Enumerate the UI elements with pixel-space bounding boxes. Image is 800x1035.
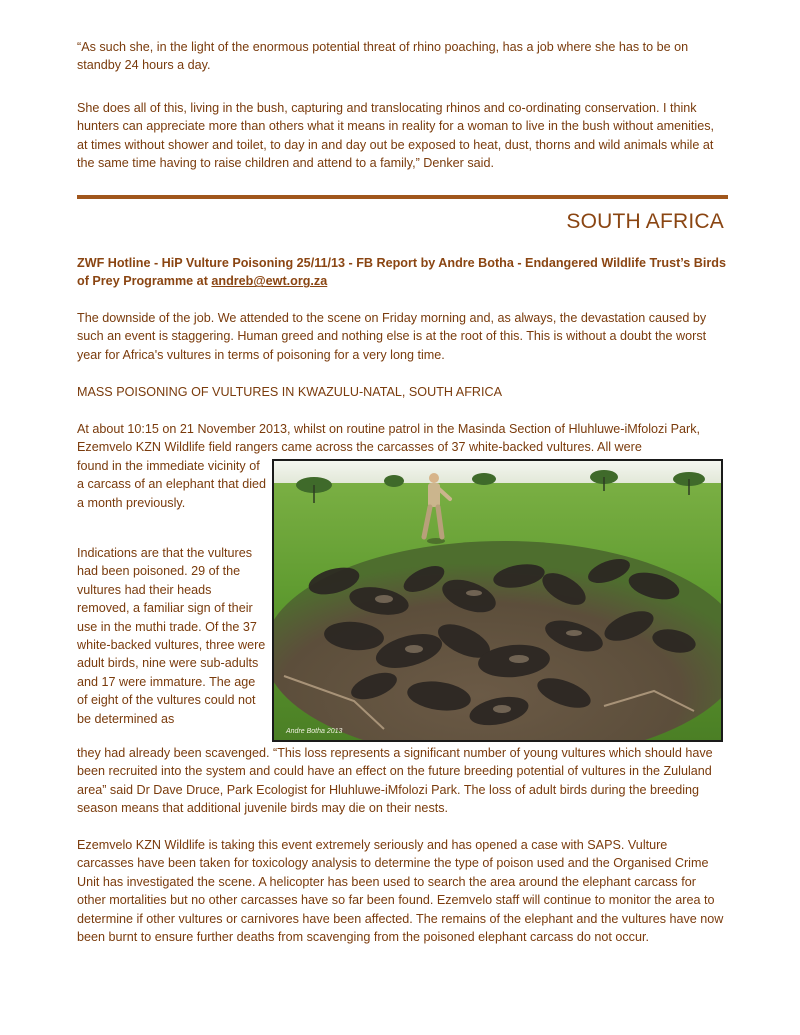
article-headline [77, 254, 727, 291]
quote-paragraph-1: “As such she, in the light of the enormous potential threat of rhino poaching, has a job where she has to be on standby 24 hours a day. [77, 40, 689, 73]
photo-credit: Andre Botha 2013 [286, 728, 343, 735]
photo-illustration [274, 461, 721, 740]
headline-text: ZWF Hotline - HiP Vulture Poisoning 25/11/13 - FB Report by Andre Botha - Endangered Wildlife Trust’s Birds of Prey Programme at [77, 256, 727, 289]
article-subhead: MASS POISONING OF VULTURES IN KWAZULU-NATAL, SOUTH AFRICA [77, 385, 502, 399]
section-title: SOUTH AFRICA [566, 210, 724, 233]
paragraph-1-full: At about 10:15 on 21 November 2013, whilst on routine patrol in the Masinda Section of Hluhluwe-iMfolozi Park, Ezemvelo KZN Wildlife field rangers came across the carcasses of 37 white-backed vultures. All were [77, 422, 701, 455]
paragraph-3: Ezemvelo KZN Wildlife is taking this event extremely seriously and has opened a case with SAPS. Vulture carcasses have been taken for toxicology analysis to determine the type of poison used and the Organised Crime Unit has investigated the scene. A helicopter has been used to search the area around the elephant carcass for other mortalities but no other carcasses have so far been found. Ezemvelo staff will continue to monitor the area to determine if other vultures or carnivores have been affected. The remains of the elephant and the vultures have now been burnt to ensure further deaths from scavenging from the poisoned elephant carcass do not occur. [77, 838, 724, 945]
section-divider [77, 195, 728, 199]
quote-paragraph-2: She does all of this, living in the bush, capturing and translocating rhinos and co-ordinating conservation. I think hunters can appreciate more than others what it means in reality for a woman to live in the bush without amenities, at times without shower and toilet, to day in and day out be exposed to heat, dust, thorns and wild animals while at the same time having to raise children and attend to a family,” Denker said. [77, 101, 715, 171]
vulture-carcasses-photo [272, 459, 723, 742]
intro-paragraph: The downside of the job. We attended to the scene on Friday morning and, as always, the devastation caused by such an event is staggering. Human greed and nothing else is at the root of this. This is without a doubt the worst year for Africa's vultures in terms of poisoning for a very long time. [77, 311, 707, 362]
headline-email-link[interactable]: andreb@ewt.org.za [211, 274, 328, 289]
paragraph-1-wrap: found in the immediate vicinity of a carcass of an elephant that died a month previously. [77, 459, 267, 510]
paragraph-2-wrap: Indications are that the vultures had been poisoned. 29 of the vultures had their heads removed, a familiar sign of their use in the muthi trade. Of the 37 white-backed vultures, three were adult birds, nine were sub-adults and 17 were immature. The age of eight of the vultures could not be determined as [77, 546, 266, 726]
paragraph-2-full: they had already been scavenged. “This loss represents a significant number of young vultures which should have been recruited into the system and could have an effect on the future breeding potential of vultures in the Zululand area” said Dr Dave Druce, Park Ecologist for Hluhluwe-iMfolozi Park. The loss of adult birds during the breeding season means that additional juvenile birds may die on their nests. [77, 746, 713, 816]
